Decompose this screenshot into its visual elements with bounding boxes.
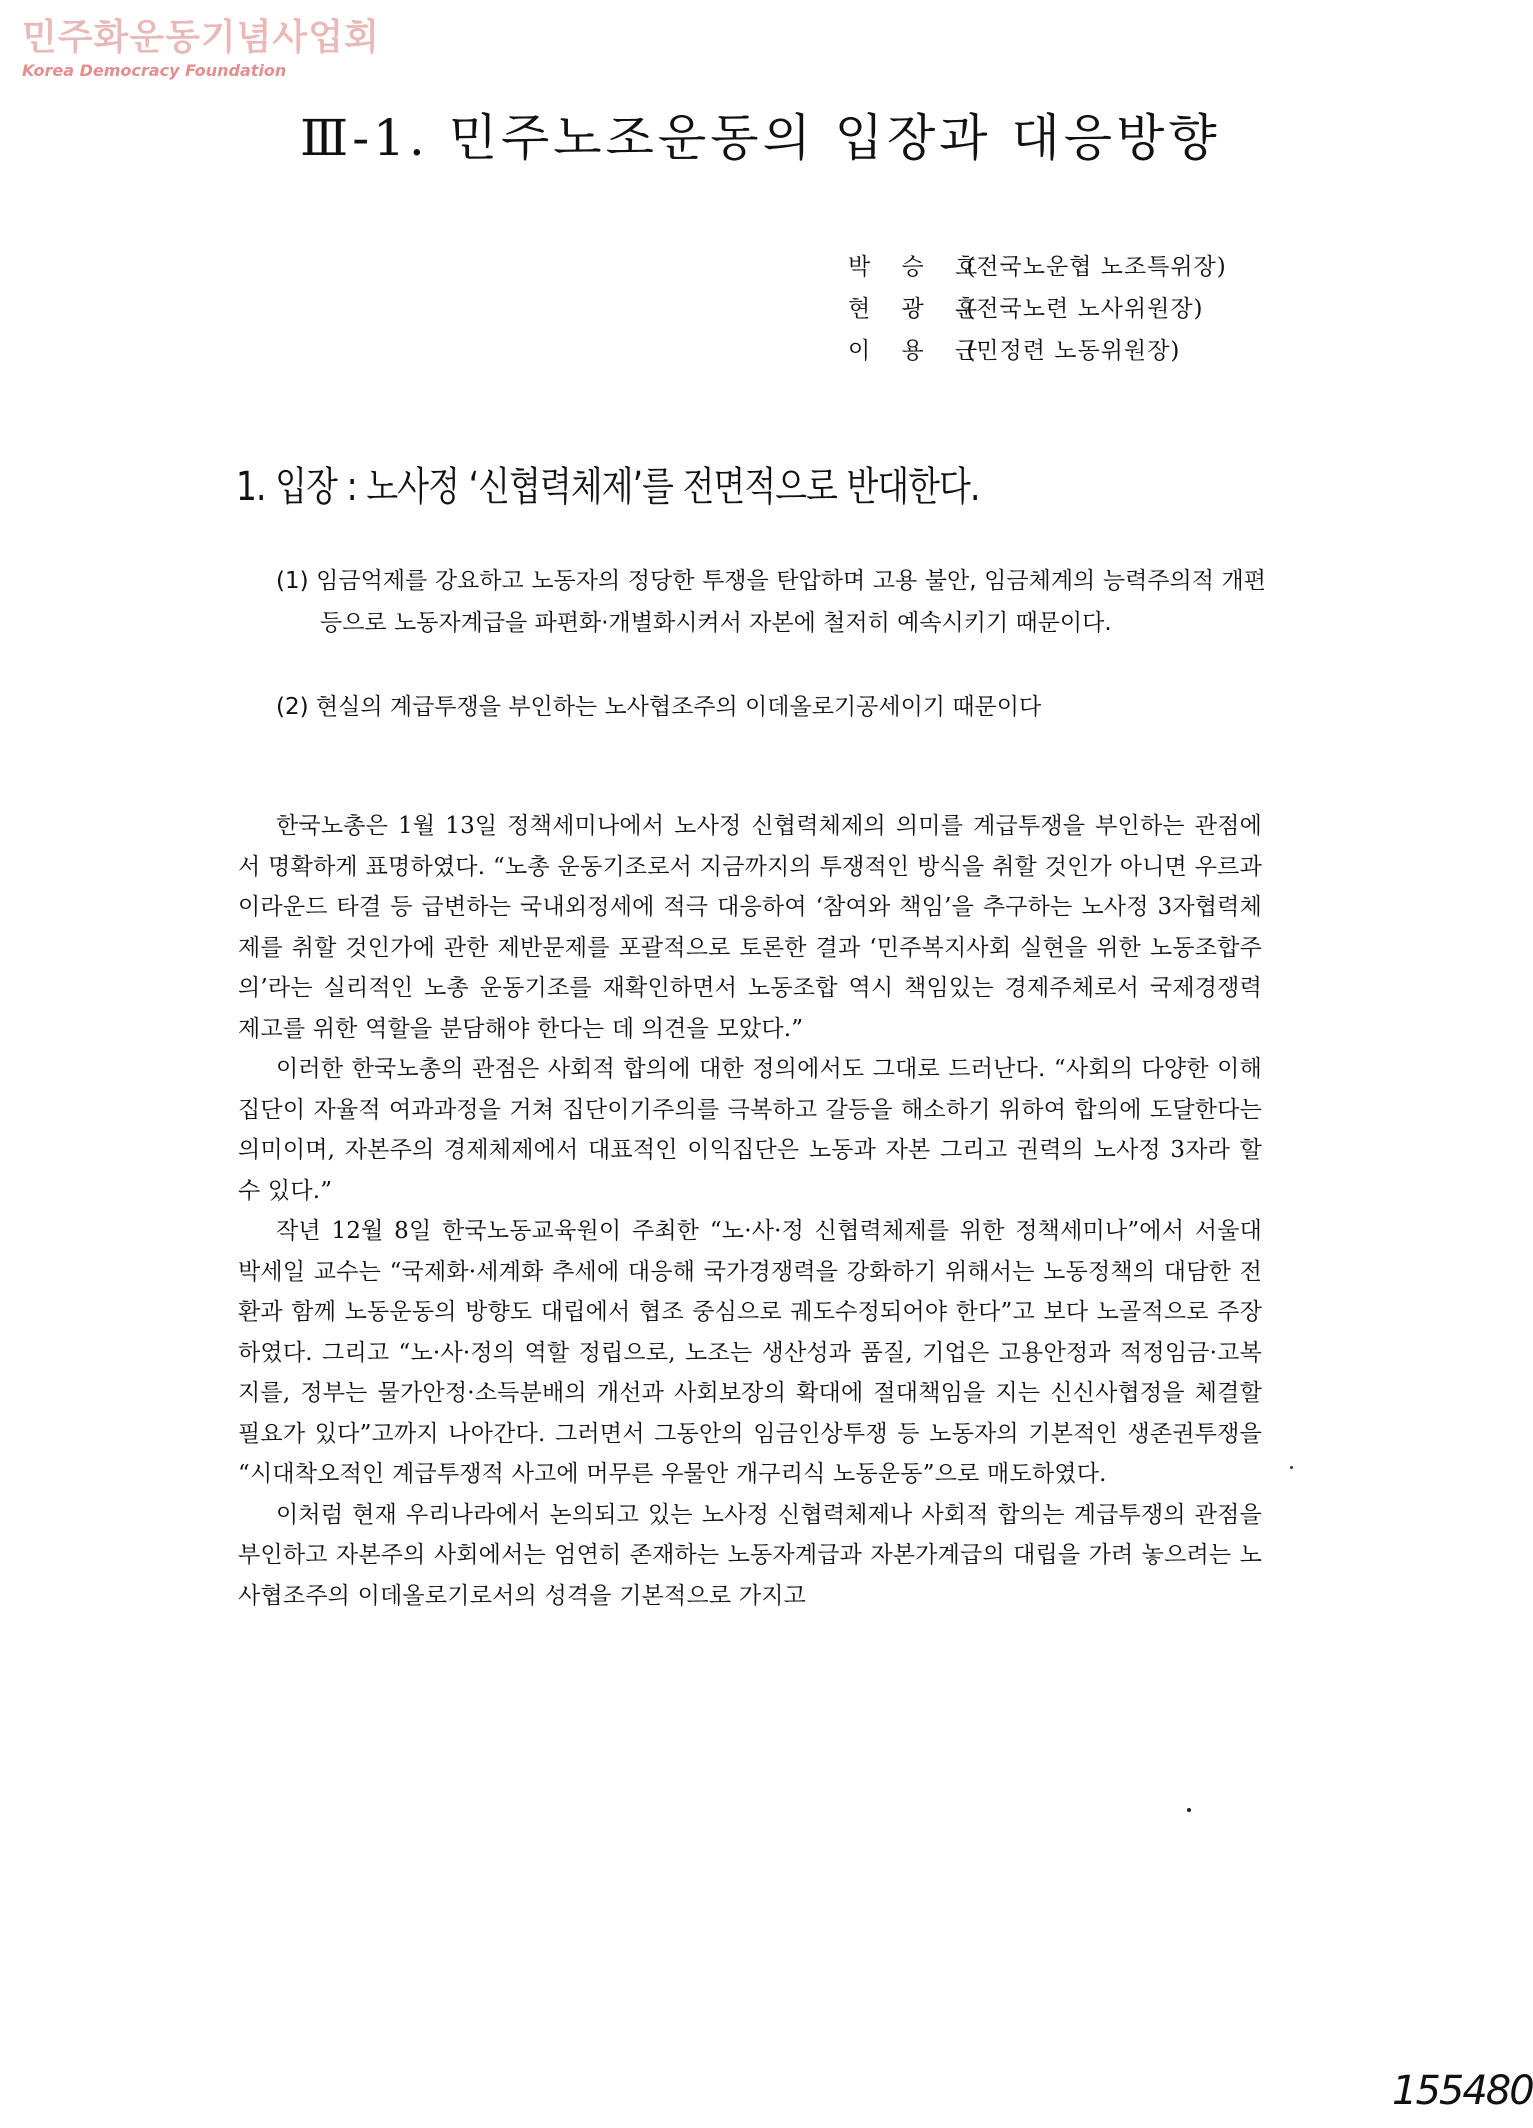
paragraph: 이처럼 현재 우리나라에서 논의되고 있는 노사정 신협력체제나 사회적 합의는 계급투쟁의 관점을 부인하고 자본주의 사회에서는 엄연히 존재하는 노동자계급과 자본가계급의 대립을 가려 놓으려는 노사협조주의 이데올로기로서의 성격을 기본적으로 가지고: [238, 1501, 1262, 1609]
author-name: 박 승 호: [848, 254, 990, 280]
author-affiliation: (민정련 노동위원장): [966, 338, 1181, 364]
reason-item: (2) 현실의 계급투쟁을 부인하는 노사협조주의 이데올로기공세이기 때문이다: [276, 694, 1042, 720]
author-name: 이 용 근: [848, 338, 990, 364]
watermark-korean: 민주화운동기념사업회: [22, 17, 380, 58]
handwritten-page-number: 155480: [1392, 2068, 1533, 2114]
scan-speck: [1290, 1466, 1293, 1469]
author-list: [848, 246, 1227, 372]
watermark-english: Korea Democracy Foundation: [22, 61, 287, 80]
author-name: 현 광 훈: [848, 296, 990, 322]
reason-list: [276, 560, 1266, 770]
author-item: [848, 246, 1227, 288]
document-title: Ⅲ-1. 민주노조운동의 입장과 대응방향: [300, 109, 1221, 167]
reason-item: (1) 임금억제를 강요하고 노동자의 정당한 투쟁을 탄압하며 고용 불안, 임금체계의 능력주의적 개편 등으로 노동자계급을 파편화·개별화시켜서 자본에 철저히 예속시키기 때문이다.: [276, 568, 1266, 636]
body-text: [238, 806, 1262, 1616]
section-heading: 1. 입장 : 노사정 ‘신협력체제’를 전면적으로 반대한다.: [236, 464, 980, 510]
author-affiliation: (전국노운협 노조특위장): [966, 254, 1227, 280]
paragraph: 한국노총은 1월 13일 정책세미나에서 노사정 신협력체제의 의미를 계급투쟁을 부인하는 관점에서 명확하게 표명하였다. “노총 운동기조로서 지금까지의 투쟁적인 방식을 취할 것인가 아니면 우르과이라운드 타결 등 급변하는 국내외정세에 적극 대응하여 ‘참여와 책임’을 추구하는 노사정 3자협력체제를 취할 것인가에 관한 제반문제를 포괄적으로 토론한 결과 ‘민주복지사회 실현을 위한 노동조합주의’라는 실리적인 노총 운동기조를 재확인하면서 노동조합 역시 책임있는 경제주체로서 국제경쟁력 제고를 위한 역할을 분담해야 한다는 데 의견을 모았다.”: [238, 813, 1262, 1042]
author-item: [848, 330, 1227, 372]
watermark-logo: [22, 18, 380, 80]
paragraph: 이러한 한국노총의 관점은 사회적 합의에 대한 정의에서도 그대로 드러난다. “사회의 다양한 이해집단이 자율적 여과과정을 거쳐 집단이기주의를 극복하고 갈등을 해소하기 위하여 합의에 도달한다는 의미이며, 자본주의 경제체제에서 대표적인 이익집단은 노동과 자본 그리고 권력의 노사정 3자라 할 수 있다.”: [238, 1056, 1262, 1204]
paragraph: 작년 12월 8일 한국노동교육원이 주최한 “노·사·정 신협력체제를 위한 정책세미나”에서 서울대 박세일 교수는 “국제화·세계화 추세에 대응해 국가경쟁력을 강화하기 위해서는 노동정책의 대담한 전환과 함께 노동운동의 방향도 대립에서 협조 중심으로 궤도수정되어야 한다”고 보다 노골적으로 주장하였다. 그리고 “노·사·정의 역할 정립으로, 노조는 생산성과 품질, 기업은 고용안정과 적정임금·고복지를, 정부는 물가안정·소득분배의 개선과 사회보장의 확대에 절대책임을 지는 신신사협정을 체결할 필요가 있다”고까지 나아간다. 그러면서 그동안의 임금인상투쟁 등 노동자의 기본적인 생존권투쟁을 “시대착오적인 계급투쟁적 사고에 머무른 우물안 개구리식 노동운동”으로 매도하였다.: [238, 1218, 1262, 1487]
author-affiliation: (전국노련 노사위원장): [966, 296, 1204, 322]
author-item: [848, 288, 1227, 330]
scan-speck: [1187, 1808, 1191, 1812]
